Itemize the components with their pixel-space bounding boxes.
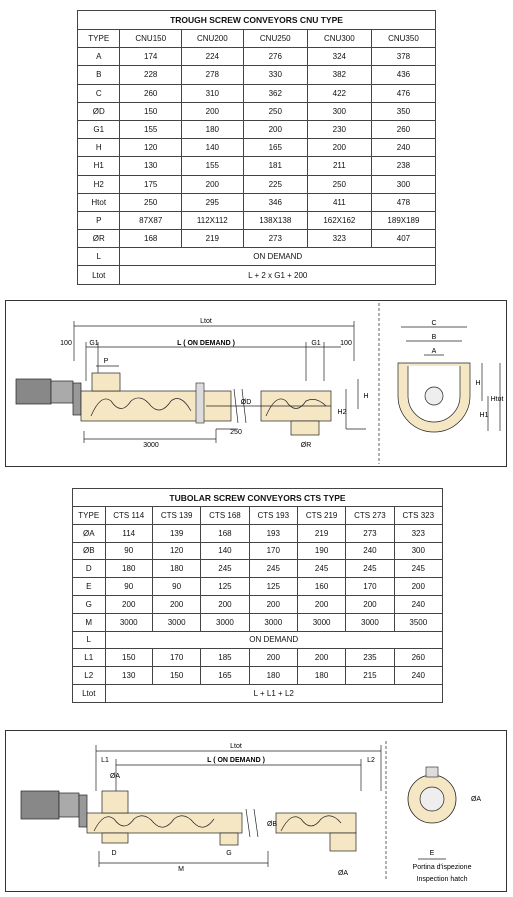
row-cell: CNU200 [181, 30, 243, 48]
row-cell: 168 [201, 524, 249, 542]
row-cell: 125 [249, 578, 297, 596]
row-key: B [78, 66, 120, 84]
tubular-row [73, 649, 443, 667]
row-cell: ON DEMAND [105, 631, 443, 649]
row-cell: 165 [201, 667, 249, 685]
trough-row [78, 193, 436, 211]
trough-table-title: TROUGH SCREW CONVEYORS CNU TYPE [78, 11, 436, 30]
row-cell: 125 [201, 578, 249, 596]
row-cell: 3000 [249, 613, 297, 631]
row-cell: 200 [152, 595, 200, 613]
row-cell: L + L1 + L2 [105, 684, 443, 702]
trough-table [77, 10, 436, 285]
dim-p: P [103, 358, 109, 365]
row-key: ØB [73, 542, 106, 560]
row-cell: 300 [371, 175, 435, 193]
row-key: C [78, 84, 120, 102]
row-key: TYPE [73, 507, 106, 525]
row-cell: 3500 [394, 613, 442, 631]
row-cell: 260 [394, 649, 442, 667]
trough-row [78, 66, 436, 84]
trough-row [78, 157, 436, 175]
trough-row [78, 211, 436, 229]
row-cell: 323 [394, 524, 442, 542]
row-key: ØD [78, 102, 120, 120]
row-cell: 130 [120, 157, 181, 175]
dim-100-right: 100 [340, 340, 352, 347]
row-cell: 120 [120, 139, 181, 157]
row-cell: 87X87 [120, 211, 181, 229]
row-key: H2 [78, 175, 120, 193]
row-cell: 310 [181, 84, 243, 102]
row-cell: 200 [243, 120, 307, 138]
row-cell: 168 [120, 230, 181, 248]
row-cell: 180 [297, 667, 345, 685]
row-cell: 276 [243, 48, 307, 66]
trough-conveyor-drawing [5, 300, 507, 467]
row-cell: 476 [371, 84, 435, 102]
row-cell: 245 [297, 560, 345, 578]
dim-h1: H1 [479, 412, 489, 419]
dim-3000: 3000 [143, 442, 159, 449]
row-cell: 436 [371, 66, 435, 84]
row-cell: 190 [297, 542, 345, 560]
tubular-row [73, 524, 443, 542]
row-cell: 240 [371, 139, 435, 157]
row-cell: 155 [120, 120, 181, 138]
dim-g1-right: G1 [311, 340, 321, 347]
row-key: Ltot [78, 266, 120, 284]
row-cell: 185 [201, 649, 249, 667]
row-cell: 200 [105, 595, 152, 613]
row-key: A [78, 48, 120, 66]
row-key: Ltot [73, 684, 106, 702]
row-cell: 181 [243, 157, 307, 175]
hatch-label-english: Inspection hatch [416, 876, 468, 883]
row-cell: 260 [371, 120, 435, 138]
row-cell: 139 [152, 524, 200, 542]
row-cell: 300 [394, 542, 442, 560]
row-cell: 411 [307, 193, 371, 211]
dim-oa-top: ØA [109, 773, 121, 780]
row-cell: 362 [243, 84, 307, 102]
row-cell: 180 [152, 560, 200, 578]
row-cell: CTS 323 [394, 507, 442, 525]
row-cell: 273 [243, 230, 307, 248]
row-cell: 200 [201, 595, 249, 613]
row-cell: 324 [307, 48, 371, 66]
row-cell: 200 [249, 595, 297, 613]
row-cell: 211 [307, 157, 371, 175]
trough-row [78, 48, 436, 66]
row-cell: 330 [243, 66, 307, 84]
row-cell: 200 [181, 102, 243, 120]
l-on-demand-label-2: L ( ON DEMAND ) [207, 757, 265, 764]
row-cell: 3000 [346, 613, 394, 631]
row-cell: 200 [297, 649, 345, 667]
row-cell: 3000 [105, 613, 152, 631]
tubular-ltot-row [73, 684, 443, 702]
row-cell: 138X138 [243, 211, 307, 229]
tubular-row [73, 542, 443, 560]
row-cell: 90 [105, 578, 152, 596]
row-cell: 250 [307, 175, 371, 193]
row-cell: 140 [181, 139, 243, 157]
row-cell: 407 [371, 230, 435, 248]
dim-od: ØD [240, 399, 252, 406]
row-cell: 250 [120, 193, 181, 211]
dim-m: M [178, 866, 184, 873]
row-cell: 180 [249, 667, 297, 685]
row-cell: 112X112 [181, 211, 243, 229]
trough-header-row [78, 30, 436, 48]
row-cell: 378 [371, 48, 435, 66]
tubular-row [73, 613, 443, 631]
row-key: E [73, 578, 106, 596]
row-cell: 120 [152, 542, 200, 560]
row-key: G [73, 595, 106, 613]
dim-h: H [363, 393, 369, 400]
row-cell: 273 [346, 524, 394, 542]
ltot-label: Ltot [200, 318, 212, 325]
row-cell: 189X189 [371, 211, 435, 229]
row-cell: 114 [105, 524, 152, 542]
row-cell: 215 [346, 667, 394, 685]
row-cell: CNU300 [307, 30, 371, 48]
row-cell: 150 [152, 667, 200, 685]
dim-ob: ØB [266, 821, 278, 828]
row-cell: 150 [120, 102, 181, 120]
row-cell: 165 [243, 139, 307, 157]
row-cell: CNU150 [120, 30, 181, 48]
dim-100-left: 100 [60, 340, 72, 347]
row-cell: 478 [371, 193, 435, 211]
dim-htot: Htot [490, 396, 504, 403]
dim-l1: L1 [101, 757, 109, 764]
row-cell: 346 [243, 193, 307, 211]
row-cell: 228 [120, 66, 181, 84]
row-cell: 219 [181, 230, 243, 248]
row-key: ØR [78, 230, 120, 248]
row-cell: 170 [249, 542, 297, 560]
row-cell: 278 [181, 66, 243, 84]
row-cell: 3000 [201, 613, 249, 631]
trough-merged-row [78, 248, 436, 266]
row-cell: ON DEMAND [120, 248, 436, 266]
row-cell: 193 [249, 524, 297, 542]
row-cell: 245 [249, 560, 297, 578]
ltot-label-2: Ltot [230, 743, 242, 750]
tubular-row [73, 667, 443, 685]
row-cell: 200 [394, 578, 442, 596]
row-key: Htot [78, 193, 120, 211]
row-cell: 170 [152, 649, 200, 667]
row-key: P [78, 211, 120, 229]
row-cell: CTS 139 [152, 507, 200, 525]
row-key: L2 [73, 667, 106, 685]
row-cell: 170 [346, 578, 394, 596]
row-cell: 90 [152, 578, 200, 596]
row-cell: 240 [346, 542, 394, 560]
row-cell: 175 [120, 175, 181, 193]
tubular-conveyor-drawing [5, 730, 507, 892]
row-cell: 300 [307, 102, 371, 120]
trough-merged-row [78, 266, 436, 284]
row-cell: 225 [243, 175, 307, 193]
row-cell: 230 [307, 120, 371, 138]
dim-l2: L2 [367, 757, 375, 764]
dim-a: A [431, 348, 437, 355]
row-cell: CTS 273 [346, 507, 394, 525]
row-cell: 200 [307, 139, 371, 157]
dim-h2: H2 [337, 409, 347, 416]
row-cell: 235 [346, 649, 394, 667]
dim-250: 250 [230, 429, 242, 436]
row-key: L1 [73, 649, 106, 667]
row-key: H [78, 139, 120, 157]
row-key: ØA [73, 524, 106, 542]
row-cell: 3000 [297, 613, 345, 631]
tubular-row [73, 595, 443, 613]
trough-row [78, 139, 436, 157]
row-cell: 295 [181, 193, 243, 211]
row-cell: 245 [394, 560, 442, 578]
row-key: H1 [78, 157, 120, 175]
tubular-l-row [73, 631, 443, 649]
dim-h-side: H [475, 380, 481, 387]
row-cell: 155 [181, 157, 243, 175]
row-cell: 250 [243, 102, 307, 120]
dim-d: D [111, 850, 117, 857]
row-cell: 422 [307, 84, 371, 102]
trough-row [78, 175, 436, 193]
row-cell: CNU350 [371, 30, 435, 48]
tubular-header-row [73, 507, 443, 525]
row-cell: CNU250 [243, 30, 307, 48]
tubular-table [72, 488, 443, 703]
row-cell: 200 [181, 175, 243, 193]
row-cell: CTS 114 [105, 507, 152, 525]
row-key: D [73, 560, 106, 578]
tubular-row [73, 560, 443, 578]
row-cell: 130 [105, 667, 152, 685]
row-cell: 260 [120, 84, 181, 102]
trough-row [78, 102, 436, 120]
row-cell: 174 [120, 48, 181, 66]
hatch-label-italian: Portina d'ispezione [412, 864, 472, 871]
dim-c: C [431, 320, 437, 327]
row-key: TYPE [78, 30, 120, 48]
row-cell: 219 [297, 524, 345, 542]
trough-row [78, 84, 436, 102]
row-cell: 200 [297, 595, 345, 613]
dim-e: E [429, 850, 435, 857]
row-cell: 140 [201, 542, 249, 560]
row-cell: 224 [181, 48, 243, 66]
row-cell: 160 [297, 578, 345, 596]
row-cell: 90 [105, 542, 152, 560]
row-cell: 382 [307, 66, 371, 84]
row-cell: 323 [307, 230, 371, 248]
row-cell: L + 2 x G1 + 200 [120, 266, 436, 284]
row-cell: 200 [346, 595, 394, 613]
row-cell: 240 [394, 595, 442, 613]
row-key: G1 [78, 120, 120, 138]
dim-b: B [431, 334, 437, 341]
dim-oa-side: ØA [470, 796, 482, 803]
row-cell: CTS 219 [297, 507, 345, 525]
row-key: L [73, 631, 106, 649]
l-on-demand-label: L ( ON DEMAND ) [177, 340, 235, 347]
row-key: M [73, 613, 106, 631]
tubular-row [73, 578, 443, 596]
dim-g1-left: G1 [89, 340, 99, 347]
row-cell: 200 [249, 649, 297, 667]
row-cell: 245 [201, 560, 249, 578]
dim-g: G [226, 850, 232, 857]
trough-row [78, 230, 436, 248]
trough-row [78, 120, 436, 138]
row-cell: CTS 168 [201, 507, 249, 525]
row-cell: 350 [371, 102, 435, 120]
row-key: L [78, 248, 120, 266]
tubular-table-title: TUBOLAR SCREW CONVEYORS CTS TYPE [73, 489, 443, 507]
row-cell: 245 [346, 560, 394, 578]
row-cell: CTS 193 [249, 507, 297, 525]
dim-oa-bottom: ØA [337, 870, 349, 877]
row-cell: 240 [394, 667, 442, 685]
row-cell: 180 [181, 120, 243, 138]
row-cell: 180 [105, 560, 152, 578]
row-cell: 162X162 [307, 211, 371, 229]
dim-or: ØR [300, 442, 312, 449]
row-cell: 150 [105, 649, 152, 667]
row-cell: 238 [371, 157, 435, 175]
row-cell: 3000 [152, 613, 200, 631]
